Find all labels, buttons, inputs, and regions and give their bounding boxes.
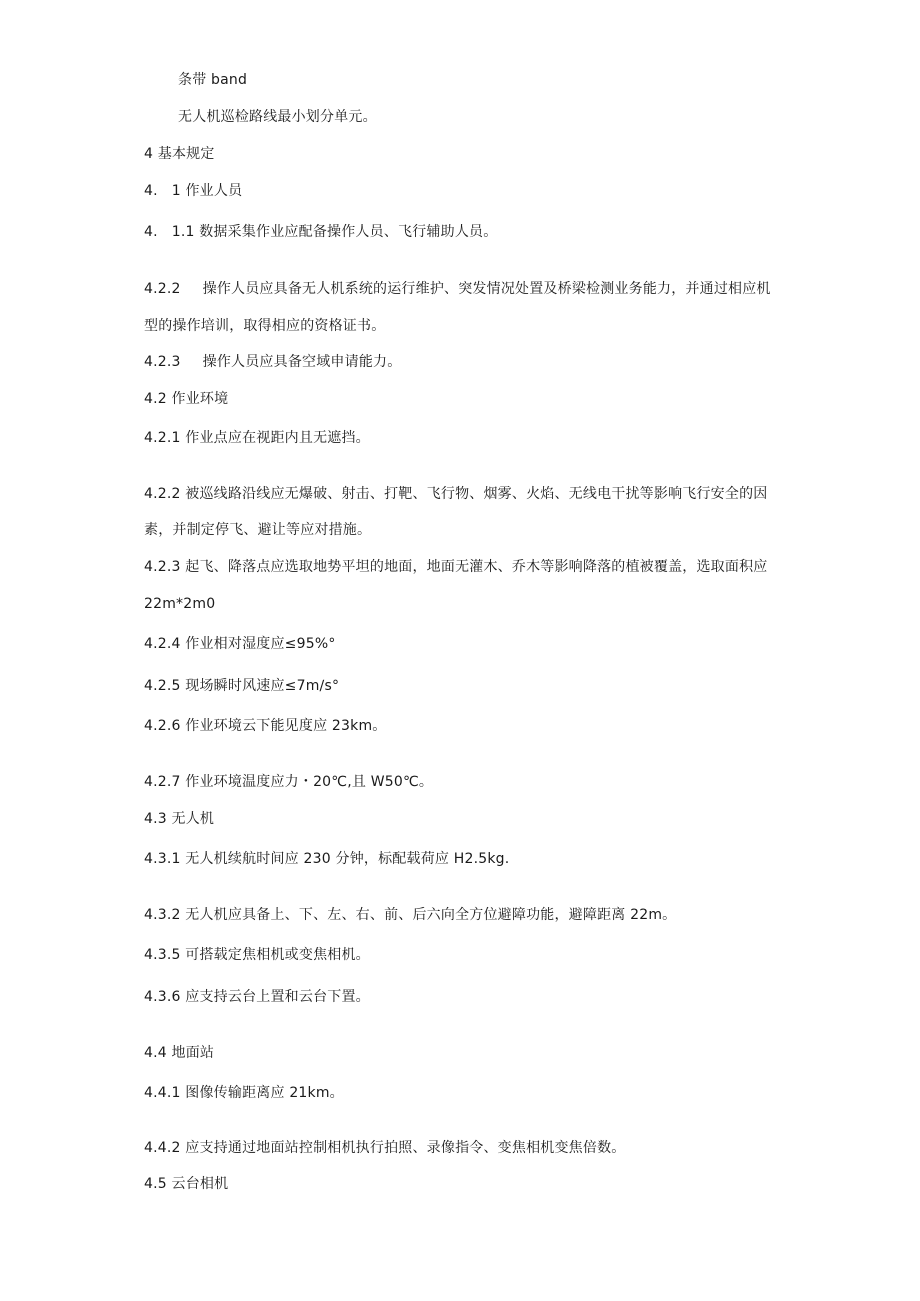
clause-4-1-1: 4. 1.1 数据采集作业应配备操作人员、飞行辅助人员。 bbox=[144, 224, 498, 240]
subsection-heading-4-3: 4.3 无人机 bbox=[144, 811, 215, 827]
clause-text: 操作人员应具备无人机系统的运行维护、突发情况处置及桥梁检测业务能力，并通过相应机 bbox=[202, 281, 771, 297]
clause-4-2-2: 4.2.2 被巡线路沿线应无爆破、射击、打靶、飞行物、烟雾、火焰、无线电干扰等影响飞行安全的因 bbox=[144, 486, 768, 502]
clause-text: 操作人员应具备空域申请能力。 bbox=[202, 354, 402, 370]
clause-number: 4.2.3 bbox=[144, 354, 181, 370]
clause-4-2-4: 4.2.4 作业相对湿度应≤95%° bbox=[144, 636, 336, 652]
subsection-heading-4-1: 4. 1 作业人员 bbox=[144, 183, 243, 199]
clause-4-2-3-continued: 22m*2m0 bbox=[144, 596, 216, 612]
subsection-heading-4-2: 4.2 作业环境 bbox=[144, 391, 229, 407]
clause-4-2-5: 4.2.5 现场瞬时风速应≤7m∕s° bbox=[144, 678, 340, 694]
clause-4-4-1: 4.4.1 图像传输距离应 21km。 bbox=[144, 1085, 344, 1101]
section-heading-4: 4 基本规定 bbox=[144, 146, 215, 162]
clause-4-4-2: 4.4.2 应支持通过地面站控制相机执行拍照、录像指令、变焦相机变焦倍数。 bbox=[144, 1140, 626, 1156]
clause-number: 4.2.2 bbox=[144, 281, 181, 297]
clause-4-2-2-continued: 素，并制定停飞、避让等应对措施。 bbox=[144, 522, 372, 538]
clause-4-3-6: 4.3.6 应支持云台上置和云台下置。 bbox=[144, 989, 370, 1005]
clause-4-3-2: 4.3.2 无人机应具备上、下、左、右、前、后六向全方位避障功能，避障距离 22m。 bbox=[144, 907, 677, 923]
clause-4-2-6: 4.2.6 作业环境云下能见度应 23km。 bbox=[144, 718, 387, 734]
clause-4-2-3-a bbox=[144, 352, 401, 372]
clause-4-3-1: 4.3.1 无人机续航时间应 230 分钟，标配载荷应 H2.5kg. bbox=[144, 851, 510, 867]
term-title: 条带 band bbox=[178, 72, 248, 88]
clause-4-2-3: 4.2.3 起飞、降落点应选取地势平坦的地面，地面无灌木、乔木等影响降落的植被覆盖，选取面积应 bbox=[144, 559, 768, 575]
subsection-heading-4-5: 4.5 云台相机 bbox=[144, 1176, 229, 1192]
subsection-heading-4-4: 4.4 地面站 bbox=[144, 1045, 215, 1061]
clause-4-2-1: 4.2.1 作业点应在视距内且无遮挡。 bbox=[144, 430, 370, 446]
clause-4-2-2-a-continued: 型的操作培训，取得相应的资格证书。 bbox=[144, 318, 386, 334]
clause-4-3-5: 4.3.5 可搭载定焦相机或变焦相机。 bbox=[144, 947, 370, 963]
clause-4-2-2-a bbox=[144, 279, 771, 299]
clause-4-2-7: 4.2.7 作业环境温度应力・20℃,且 W50℃。 bbox=[144, 774, 434, 790]
term-definition: 无人机巡检路线最小划分单元。 bbox=[178, 109, 377, 125]
